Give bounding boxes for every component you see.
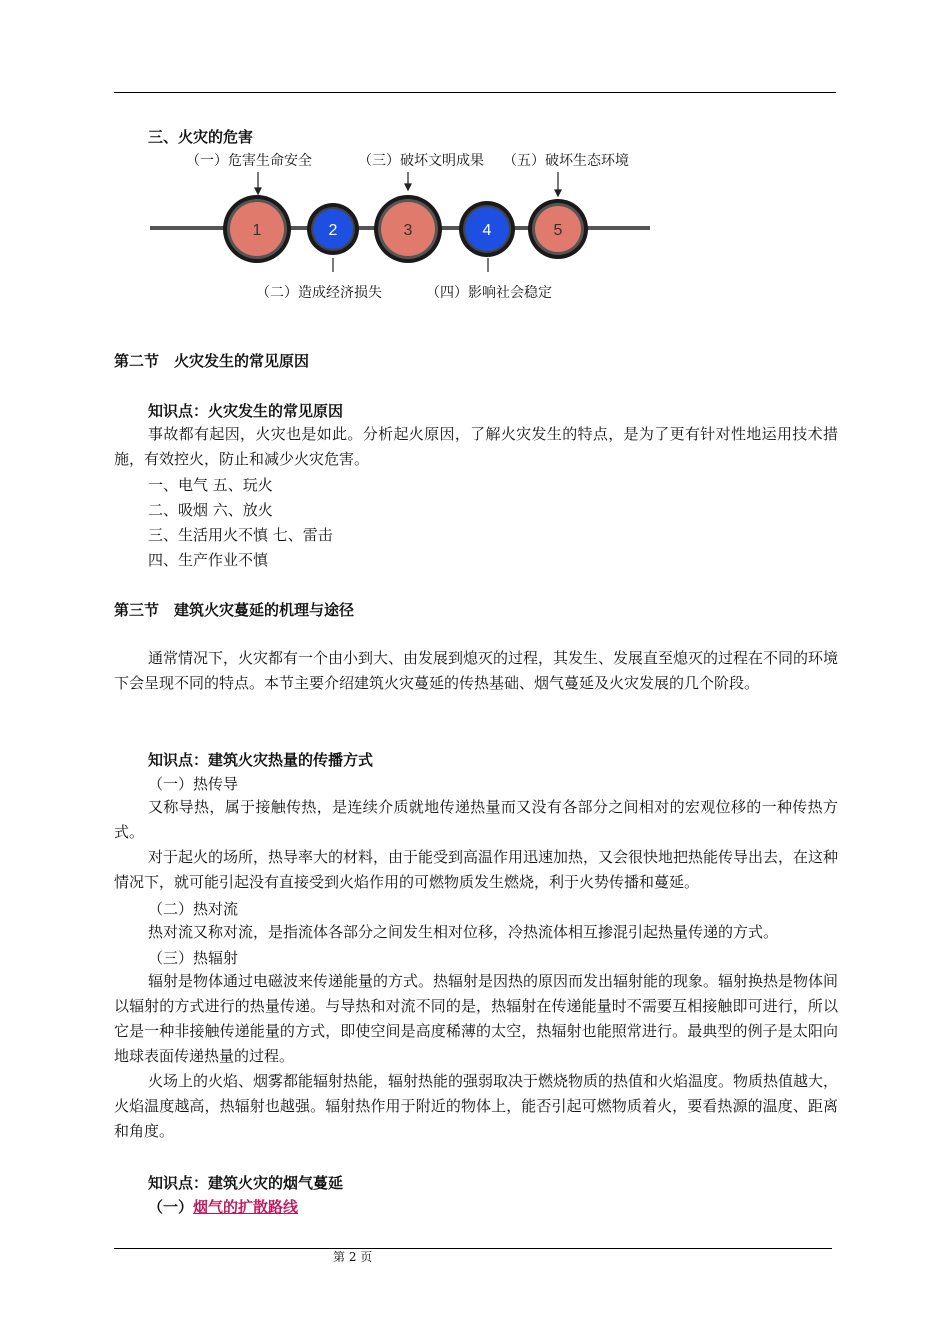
cause-line-1: 一、电气 五、玩火	[148, 476, 273, 494]
knowledge-point-smoke: 知识点：建筑火灾的烟气蔓延	[148, 1174, 344, 1192]
circle-2	[307, 203, 359, 255]
causes-intro: 事故都有起因，火灾也是如此。分析起火原因，了解火灾发生的特点，是为了更有针对性地运用技术措施，有效控火，防止和减少火灾危害。	[114, 425, 838, 468]
circle-5	[528, 199, 588, 259]
pointer-3	[405, 172, 411, 190]
footer-rule	[114, 1248, 832, 1249]
label-bottom-4: （四）影响社会稳定	[426, 285, 552, 301]
circle-1	[223, 195, 291, 263]
pointer-5	[555, 172, 561, 196]
heading-part2: 第二节 火灾发生的常见原因	[114, 352, 310, 370]
sub-heat-convection: （二）热对流	[148, 900, 239, 918]
fire-hazard-diagram	[0, 0, 950, 320]
sub-smoke-route	[148, 1196, 298, 1217]
page-number: 第 2 页	[333, 1250, 373, 1264]
conduction-para-1: 又称导热，属于接触传热，是连续介质就地传递热量而又没有各部分之间相对的宏观位移的一种传热方式。	[114, 798, 838, 841]
radiation-para-2: 火场上的火焰、烟雾都能辐射热能，辐射热能的强弱取决于燃烧物质的热值和火焰温度。物质热值越大，火焰温度越高，热辐射也越强。辐射热作用于附近的物体上，能否引起可燃物质着火，要看热源的温度、距离和角度。	[114, 1072, 839, 1140]
radiation-para-1: 辐射是物体通过电磁波来传递能量的方式。热辐射是因热的原因而发出辐射能的现象。辐射换热是物体间以辐射的方式进行的热量传递。与导热和对流不同的是，热辐射在传递能量时不需要互相接触即可进行，所以它是一种非接触传递能量的方式，即使空间是高度稀薄的太空，热辐射也能照常进行。最典型的例子是太阳向地球表面传递热量的过程。	[114, 972, 839, 1065]
circle-4	[459, 201, 515, 257]
circle-3-label: 3	[403, 222, 413, 239]
heading-part3: 第三节 建筑火灾蔓延的机理与途径	[114, 601, 355, 619]
conduction-para-2: 对于起火的场所，热导率大的材料，由于能受到高温作用迅速加热，又会很快地把热能传导出去，在这种情况下，就可能引起没有直接受到火焰作用的可燃物质发生燃烧，利于火势传播和蔓延。	[114, 848, 839, 891]
pointer-1	[255, 172, 261, 194]
circle-3	[374, 195, 442, 263]
knowledge-point-heat: 知识点：建筑火灾热量的传播方式	[148, 751, 374, 769]
circle-5-label: 5	[553, 222, 563, 239]
sub-heat-radiation: （三）热辐射	[148, 949, 239, 967]
knowledge-point-causes: 知识点：火灾发生的常见原因	[148, 402, 344, 420]
cause-line-4: 四、生产作业不慎	[148, 551, 269, 569]
sub-smoke-prefix: （一）	[148, 1198, 194, 1216]
circle-1-label: 1	[252, 222, 262, 239]
circle-4-label: 4	[482, 222, 492, 239]
cause-line-2: 二、吸烟 六、放火	[148, 501, 273, 519]
sub-heat-conduction: （一）热传导	[148, 775, 239, 793]
part3-intro: 通常情况下，火灾都有一个由小到大、由发展到熄灭的过程，其发生、发展直至熄灭的过程在不同的环境下会呈现不同的特点。本节主要介绍建筑火灾蔓延的传热基础、烟气蔓延及火灾发展的几个阶段。	[114, 649, 839, 692]
label-top-5: （五）破坏生态环境	[503, 153, 629, 169]
cause-line-3: 三、生活用火不慎 七、雷击	[148, 526, 333, 544]
smoke-route-link[interactable]: 烟气的扩散路线	[193, 1198, 299, 1216]
convection-para: 热对流又称对流，是指流体各部分之间发生相对位移，冷热流体相互掺混引起热量传递的方式。	[148, 923, 779, 941]
label-bottom-2: （二）造成经济损失	[256, 285, 382, 301]
section-title: 三、火灾的危害	[148, 128, 254, 146]
label-top-1: （一）危害生命安全	[186, 153, 312, 169]
label-top-3: （三）破坏文明成果	[358, 153, 484, 169]
circle-2-label: 2	[328, 222, 338, 239]
